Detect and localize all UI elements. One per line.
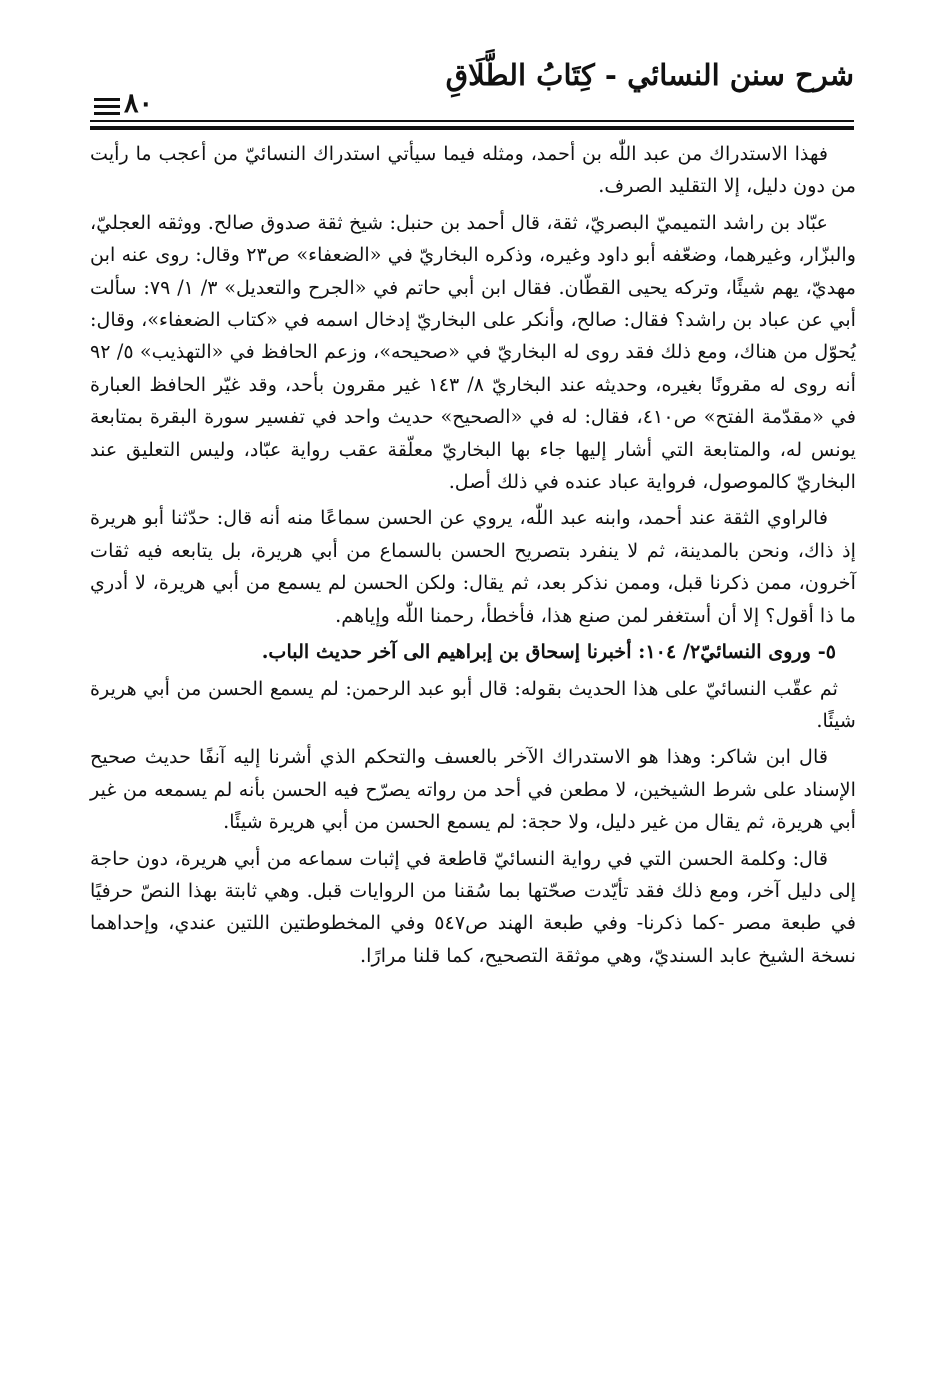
header-rule-thick <box>90 126 854 130</box>
paragraph-ibn-shakir: قال ابن شاكر: وهذا هو الاستدراك الآخر بالعسف والتحكم الذي أشرنا إليه آنفًا حديث صحيح الإسناد على شرط الشيخين، لا مطعن في أحد من رواته يصرّح فيه الحسن بأنه لم يسمعه من غير أبي هريرة، ثم يقال من غير دليل، ولا حجة: لم يسمع الحسن من أبي هريرة شيئًا. <box>90 745 856 834</box>
running-title: شرح سنن النسائي - كِتَابُ الطَّلَاقِ <box>445 58 854 92</box>
page-header <box>90 58 854 136</box>
main-text <box>90 138 856 976</box>
paragraph-istidrak: فهذا الاستدراك من عبد اللّٰه بن أحمد، ومثله فيما سيأتي استدراك النسائيّ من أعجب ما رأيت من دون دليل، إلا التقليد الصرف. <box>90 142 856 198</box>
page-number: ٨٠ <box>124 88 154 119</box>
header-rule-thin <box>90 120 854 122</box>
paragraph-nasai-comment: ثم عقّب النسائيّ على هذا الحديث بقوله: قال أبو عبد الرحمن: لم يسمع الحسن من أبي هريرة شيئًا. <box>90 676 856 732</box>
page-number-ornament <box>94 98 120 119</box>
paragraph-hadith-five: ٥- وروى النسائيّ٢/ ١٠٤: أخبرنا إسحاق بن إبراهيم الى آخر حديث الباب. <box>261 640 836 664</box>
paragraph-abbad-bin-rashid: عبّاد بن راشد التميميّ البصريّ، ثقة، قال أحمد بن حنبل: شيخ ثقة صدوق صالح. ووثقه العجليّ، والبزّار، وغيرهما، وضعّفه أبو داود وغيره، وذكره البخاريّ في «الضعفاء» ص٢٣ وقال: روى عنه ابن مهديّ، يهم شيئًا، وتركه يحيى القطّان. فقال ابن أبي حاتم في «الجرح والتعديل» ٣/ ١/ ٧٩: سألت أبي عن عباد بن راشد؟ فقال: صالح، وأنكر على البخاريّ إدخال اسمه في «كتاب الضعفاء»، وقال: يُحوّل من هناك، ومع ذلك فقد روى له البخاريّ في «صحيحه»، وزعم الحافظ في «التهذيب» ٥/ ٩٢ أنه روى له مقرونًا بغيره، وحديثه عند البخاريّ ٨/ ١٤٣ غير مقرون بأحد، وقد غيّر الحافظ العبارة في «مقدّمة الفتح» ص٤١٠، فقال: له في «الصحيح» حديث واحد في تفسير سورة البقرة بمتابعة يونس له، والمتابعة التي أشار إليها جاء بها البخاريّ معلّقة عقب رواية عبّاد، وليس التعليق عند البخاريّ كالموصول، فرواية عباد عنده في ذلك أصل. <box>90 210 856 494</box>
paragraph-kalimat-hasan: قال: وكلمة الحسن التي في رواية النسائيّ قاطعة في إثبات سماعه من أبي هريرة، دون حاجة إلى دليل آخر، ومع ذلك فقد تأيّدت صحّتها بما سُقنا من الروايات قبل. وهي ثابتة بهذا النصّ حرفيًا في طبعة مصر -كما ذكرنا- وفي طبعة الهند ص٥٤٧ وفي المخطوطتين اللتين عندي، وإحداهما نسخة الشيخ عابد السنديّ، وهي موثقة التصحيح، كما قلنا مرارًا. <box>90 846 856 967</box>
paragraph-thiqa-narrator: فالراوي الثقة عند أحمد، وابنه عبد اللّٰه، يروي عن الحسن سماعًا منه أنه قال: حدّثنا أبو هريرة إذ ذاك، ونحن بالمدينة، ثم لا ينفرد بتصريح الحسن بالسماع من أبي هريرة، بل يتابعه فيه ثقات آخرون، ممن ذكرنا قبل، وممن نذكر بعد، ثم يقال: ولكن الحسن لم يسمع من أبي هريرة، لا أدري ما ذا أقول؟ إلا أن أستغفر لمن صنع هذا، فأخطأ، رحمنا اللّٰه وإياهم. <box>90 506 856 627</box>
